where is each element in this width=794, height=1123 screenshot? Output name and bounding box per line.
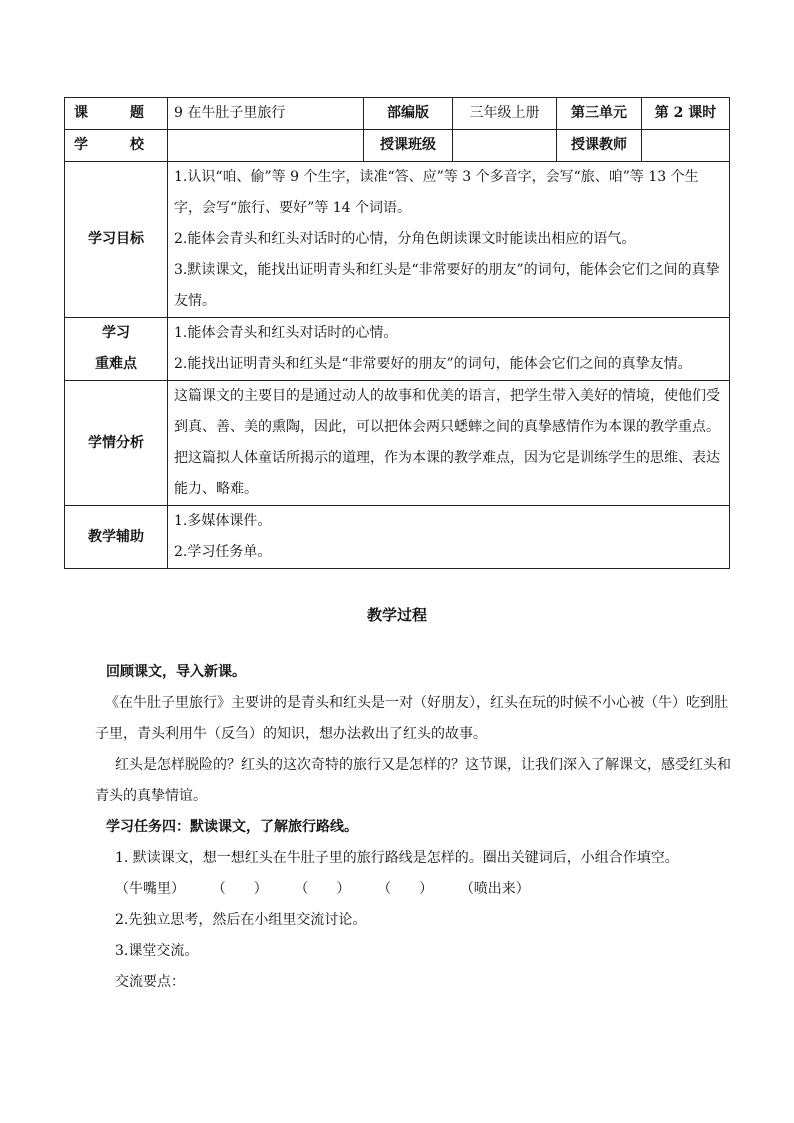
- goals-row: [65, 162, 730, 318]
- school-row: [65, 130, 730, 162]
- analysis-label: 学情分析: [65, 381, 168, 506]
- goal-item: 2.能体会青头和红头对话时的心情，分角色朗读课文时能读出相应的语气。: [174, 231, 636, 247]
- school-label: 学 校: [65, 130, 168, 162]
- period-cell: 第 2 课时: [642, 98, 730, 130]
- aid-item: 2.学习任务单。: [174, 544, 272, 560]
- review-heading: 回顾课文，导入新课。: [106, 664, 246, 680]
- keypoints-label-line2: 重难点: [95, 356, 137, 372]
- analysis-text: 这篇课文的主要目的是通过动人的故事和优美的语言，把学生带入美好的情境，使他们受到真、善、美的熏陶，因此，可以把体会两只蟋蟀之间的真挚感情作为本课的教学重点。把这篇拟人体童话所揭示的道理，作为本课的教学难点，因为它是训练学生的思维、表达能力、略难。: [174, 388, 720, 497]
- task-item-1: 1. 默读课文，想一想红头在牛肚子里的旅行路线是怎样的。圈出关键词后，小组合作填空。: [115, 850, 679, 866]
- goal-item: 1.认识“咱、偷”等 9 个生字，读准“答、应”等 3 个多音字，会写“旅、咱”等 13 个生字，会写“旅行、要好”等 14 个词语。: [174, 169, 699, 216]
- route-step-5: （喷出来）: [459, 881, 530, 897]
- goal-item: 3.默读课文，能找出证明青头和红头是“非常要好的朋友”的词句，能体会它们之间的真挚友情。: [174, 262, 720, 309]
- class-value: [453, 130, 557, 162]
- analysis-row: [65, 381, 730, 506]
- topic-label: 课 题: [65, 98, 168, 130]
- process-title: 教学过程: [366, 606, 427, 624]
- keypoints-label-line1: 学习: [102, 325, 130, 341]
- lesson-info-table: [64, 97, 730, 569]
- process-body: [95, 657, 735, 998]
- grade-cell: 三年级上册: [453, 98, 557, 130]
- keypoint-item: 2.能找出证明青头和红头是“非常要好的朋友”的词句，能体会它们之间的真挚友情。: [174, 356, 692, 372]
- teacher-label: 授课教师: [557, 130, 642, 162]
- aids-content: [168, 506, 730, 569]
- route-step-3: （ ）: [294, 881, 351, 897]
- analysis-content: [168, 381, 730, 506]
- unit-cell: 第三单元: [557, 98, 642, 130]
- review-paragraph-2: 红头是怎样脱险的？红头的这次奇特的旅行又是怎样的？这节课，让我们深入了解课文，感受红头和青头的真挚情谊。: [95, 757, 731, 804]
- route-line: [115, 874, 735, 905]
- aid-item: 1.多媒体课件。: [174, 513, 272, 529]
- aids-row: [65, 506, 730, 569]
- task-item-3: 3.课堂交流。: [115, 943, 199, 959]
- school-value: [168, 130, 364, 162]
- aids-label: 教学辅助: [65, 506, 168, 569]
- keypoints-label: [65, 318, 168, 381]
- keypoints-row: [65, 318, 730, 381]
- keypoint-item: 1.能体会青头和红头对话时的心情。: [174, 325, 398, 341]
- task-heading: 学习任务四：默读课文，了解旅行路线。: [106, 819, 358, 835]
- topic-value: 9 在牛肚子里旅行: [168, 98, 364, 130]
- goals-content: [168, 162, 730, 318]
- route-step-4: （ ）: [377, 881, 434, 897]
- teacher-value: [642, 130, 730, 162]
- route-step-1: （牛嘴里）: [115, 881, 185, 897]
- keypoints-content: [168, 318, 730, 381]
- edition-cell: 部编版: [364, 98, 453, 130]
- route-step-2: （ ）: [211, 881, 268, 897]
- goals-label: 学习目标: [65, 162, 168, 318]
- class-label: 授课班级: [364, 130, 453, 162]
- task-item-4: 交流要点：: [115, 974, 185, 990]
- task-item-2: 2.先独立思考，然后在小组里交流讨论。: [115, 912, 367, 928]
- header-row: [65, 98, 730, 130]
- review-paragraph-1: 《在牛肚子里旅行》主要讲的是青头和红头是一对（好朋友），红头在玩的时候不小心被（牛）吃到肚子里，青头利用牛（反刍）的知识，想办法救出了红头的故事。: [95, 695, 728, 742]
